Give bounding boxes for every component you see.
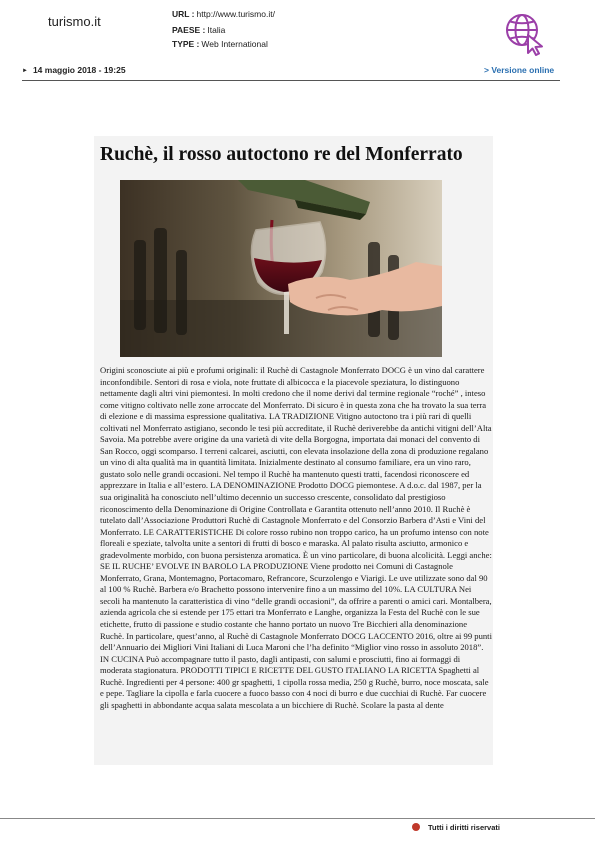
- meta-country-value: Italia: [207, 25, 226, 35]
- meta-url-label: URL :: [172, 9, 195, 19]
- meta-type-row: [172, 39, 268, 49]
- publication-date-text: 14 maggio 2018 - 19:25: [32, 65, 126, 75]
- footer-divider: [0, 818, 595, 819]
- rights-notice-text: Tutti i diritti riservati: [428, 823, 500, 832]
- publication-date: [22, 65, 126, 75]
- meta-country-label: PAESE :: [172, 25, 206, 35]
- red-dot-icon: [412, 823, 420, 831]
- red-wine-glass-photo: [120, 180, 442, 357]
- meta-type-label: TYPE :: [172, 39, 200, 49]
- meta-url-row: [172, 9, 275, 19]
- meta-type-value: Web International: [201, 39, 268, 49]
- web-globe-cursor-icon: [502, 12, 546, 56]
- article-title: Ruchè, il rosso autoctono re del Monferrato: [100, 144, 463, 165]
- triangle-right-icon: ►: [22, 68, 28, 74]
- online-version-link[interactable]: > Versione online: [484, 65, 555, 75]
- meta-url-value[interactable]: http://www.turismo.it/: [196, 9, 275, 19]
- meta-country-row: [172, 25, 225, 35]
- article-body: Origini sconosciute ai più e profumi originali: il Ruchè di Castagnole Monferrato DOCG è un vino dal carattere inconfondibile. Sentori di rosa e viola, note fruttate di albicocca e la piacevole speziatura, lo distinguono nettamente dagli altri vini piemontesi. In molti credono che il nome derivi dal termine regionale “roché” , inteso come vitigno coltivato nelle zone arroccate del Monferrato. Di sicuro è in questa zona che ha trovato la sua terra di elezione e di massima espressione qualitativa. LA TRADIZIONE Vitigno autoctono tra i più rari di quelli coltivati nel Monferrato astigiano, secondo le tesi più accreditate, il Ruchè deriverebbe da antichi vitigni dell’Alta Savoia. Ma potrebbe avere origine da una varietà di vite della Borgogna, importata dai monaci del convento di San Rocco, oggi scomparso. I terreni calcarei, asciutti, con elevata insolazione della zona di produzione regalano un vino di alta qualità ma in quantità limitata. Inizialmente destinato al consumo familiare, era un vino raro, gustato solo nelle grandi occasioni. Nel tempo il Ruchè ha mantenuto questi tratti, facendosi riconoscere ed apprezzare in Italia e all’estero. LA DENOMINAZIONE Prodotto DOCG piemontese. A d.o.c. dal 1987, per la sua originalità ha conosciuto nell’ultimo decennio un successo crescente, consolidato dal prestigioso riconoscimento della Denominazione di Origine Controllata e Garantita ottenuto nell’anno 2010. Il Ruchè è tutelato dall’Associazione Produttori Ruchè di Castagnole Monferrato e del Consorzio Barbera d’Asti e Vini del Monferrato. LE CARATTERISTICHE Di colore rosso rubino non troppo carico, ha un profumo intenso con note floreali e speziate, talvolta unite a sentori di frutti di bosco e maraska. Al palato risulta asciutto, armonico e gradevolmente morbido, con buona persistenza aromatica. È un vino particolare, di buona alcolicità. Leggi anche: SE IL RUCHE’ EVOLVE IN BAROLO LA PRODUZIONE Viene prodotto nei Comuni di Castagnole Monferrato, Grana, Montemagno, Portacomaro, Refrancore, Scurzolengo e Viarigi. Le uve utilizzate sono dal 90 al 100 % Ruchè. Barbera e/o Brachetto possono intervenire fino a un massimo del 10%. LA CULTURA Nei secoli ha mantenuto la caratteristica di vino “delle grandi occasioni”, da offrire a parenti o amici cari. Montalbera, azienda agricola che si estende per 175 ettari tra Monferrato e Langhe, organizza la Festa del Ruchè con le sue etichette, frutto di passione e studio costante che hanno portato un nuovo Tre Bicchieri alla denominazione Ruchè. In particolare, quest’anno, al Ruchè di Castagnole Monferrato DOCG LACCENTO 2016, oltre ai 99 punti dell’Annuario dei Migliori Vini Italiani di Luca Maroni che l’ha definito “Miglior vino rosso in assoluto 2018”. IN CUCINA Può accompagnare tutto il pasto, dagli antipasti, con salumi e prosciutti, fino ai formaggi di moderata stagionatura. PRODOTTI TIPICI E RICETTE DEL GUSTO ITALIANO LA RICETTA Spaghetti al Ruchè. Ingredienti per 4 persone: 400 gr spaghetti, 1 cipolla rossa media, 250 g Ruchè, burro, noce moscata, sale e pepe. Tagliare la cipolla e farla cuocere a fuoco basso con 4 noci di burro e due cucchiai di Ruchè. Far cuocere gli spaghetti in abbondante acqua salata mescolata a un bicchiere di Ruchè. Scolare la pasta al dente: [100, 365, 492, 710]
- site-name: turismo.it: [48, 14, 101, 29]
- rights-notice: [412, 823, 500, 832]
- header-divider: [22, 80, 560, 81]
